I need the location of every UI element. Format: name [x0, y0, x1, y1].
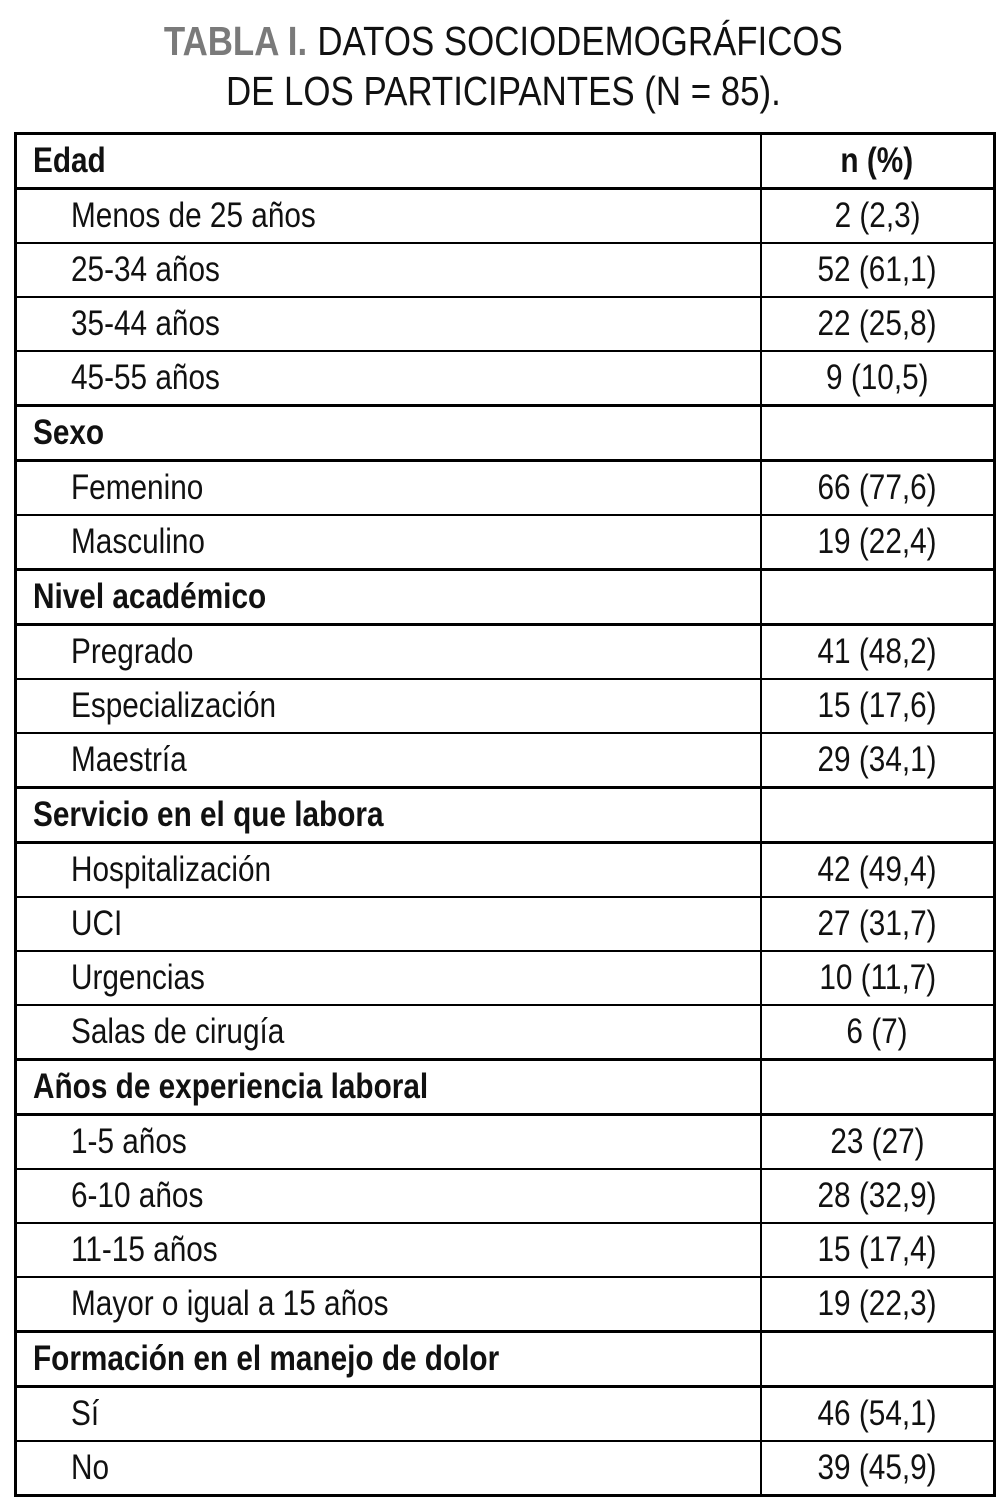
sociodemographic-table — [14, 132, 996, 1497]
row-label: UCI — [71, 904, 123, 943]
row-value: 41 (48,2) — [817, 632, 937, 671]
row-label: Urgencias — [71, 958, 205, 997]
table-caption-number: TABLA I. — [164, 18, 308, 64]
table-caption-line2 — [0, 66, 1007, 116]
row-value: 42 (49,4) — [817, 850, 937, 889]
row-value: 15 (17,6) — [817, 686, 937, 725]
table-row — [16, 1115, 995, 1170]
section-label: Años de experiencia laboral — [33, 1067, 429, 1106]
row-label: 1-5 años — [71, 1122, 187, 1161]
table-row — [16, 461, 995, 516]
row-value: 27 (31,7) — [817, 904, 937, 943]
table-row — [16, 1387, 995, 1442]
section-label: Servicio en el que labora — [33, 795, 384, 834]
row-value: 23 (27) — [830, 1122, 925, 1161]
table-section-row — [16, 788, 995, 843]
table-row — [16, 679, 995, 733]
table-row — [16, 1169, 995, 1223]
row-value: 10 (11,7) — [818, 958, 936, 997]
header-n-percent-label: n (%) — [840, 141, 914, 180]
table-row — [16, 351, 995, 406]
table-section-row — [16, 406, 995, 461]
row-label: 6-10 años — [71, 1176, 204, 1215]
row-value: 29 (34,1) — [817, 740, 937, 779]
row-value: 9 (10,5) — [825, 358, 929, 397]
row-label: Maestría — [71, 740, 187, 779]
row-value: 28 (32,9) — [817, 1176, 937, 1215]
table-row — [16, 297, 995, 351]
table-row — [16, 843, 995, 898]
table-section-row — [16, 570, 995, 625]
row-label: Salas de cirugía — [71, 1012, 285, 1051]
header-category-label: Edad — [33, 141, 106, 180]
section-label: Nivel académico — [33, 577, 267, 616]
row-label: 45-55 años — [71, 358, 220, 397]
table-section-row — [16, 1060, 995, 1115]
table-header-row — [16, 134, 995, 189]
table-caption-title-part2: DE LOS PARTICIPANTES (N = 85). — [226, 68, 781, 114]
table-caption-line1 — [0, 16, 1007, 66]
row-value: 46 (54,1) — [817, 1394, 937, 1433]
row-label: Femenino — [71, 468, 204, 507]
row-label: Especialización — [71, 686, 277, 725]
table-row — [16, 1223, 995, 1277]
row-label: Menos de 25 años — [71, 196, 316, 235]
row-value: 6 (7) — [846, 1012, 908, 1051]
row-value: 52 (61,1) — [817, 250, 937, 289]
row-label: Hospitalización — [71, 850, 272, 889]
table-caption-title-part1: DATOS SOCIODEMOGRÁFICOS — [317, 18, 843, 64]
table-row — [16, 897, 995, 951]
row-value: 22 (25,8) — [817, 304, 937, 343]
row-value: 19 (22,3) — [817, 1284, 937, 1323]
table-row — [16, 1277, 995, 1332]
section-label: Sexo — [33, 413, 105, 452]
table-row — [16, 1005, 995, 1060]
row-label: 11-15 años — [71, 1230, 218, 1269]
row-value: 19 (22,4) — [817, 522, 937, 561]
table-row — [16, 243, 995, 297]
row-label: Pregrado — [71, 632, 194, 671]
row-value: 15 (17,4) — [817, 1230, 937, 1269]
table-row — [16, 189, 995, 244]
table-row — [16, 951, 995, 1005]
section-label: Formación en el manejo de dolor — [33, 1339, 500, 1378]
table-row — [16, 515, 995, 570]
row-value: 39 (45,9) — [817, 1448, 937, 1487]
row-label: 35-44 años — [71, 304, 220, 343]
row-value: 2 (2,3) — [834, 196, 921, 235]
row-label: Masculino — [71, 522, 205, 561]
row-label: Sí — [71, 1394, 100, 1433]
row-label: No — [71, 1448, 110, 1487]
table-caption — [0, 0, 1007, 116]
table-row — [16, 1441, 995, 1496]
row-label: 25-34 años — [71, 250, 220, 289]
row-label: Mayor o igual a 15 años — [71, 1284, 389, 1323]
table-row — [16, 625, 995, 680]
table-section-row — [16, 1332, 995, 1387]
row-value: 66 (77,6) — [817, 468, 937, 507]
table-row — [16, 733, 995, 788]
